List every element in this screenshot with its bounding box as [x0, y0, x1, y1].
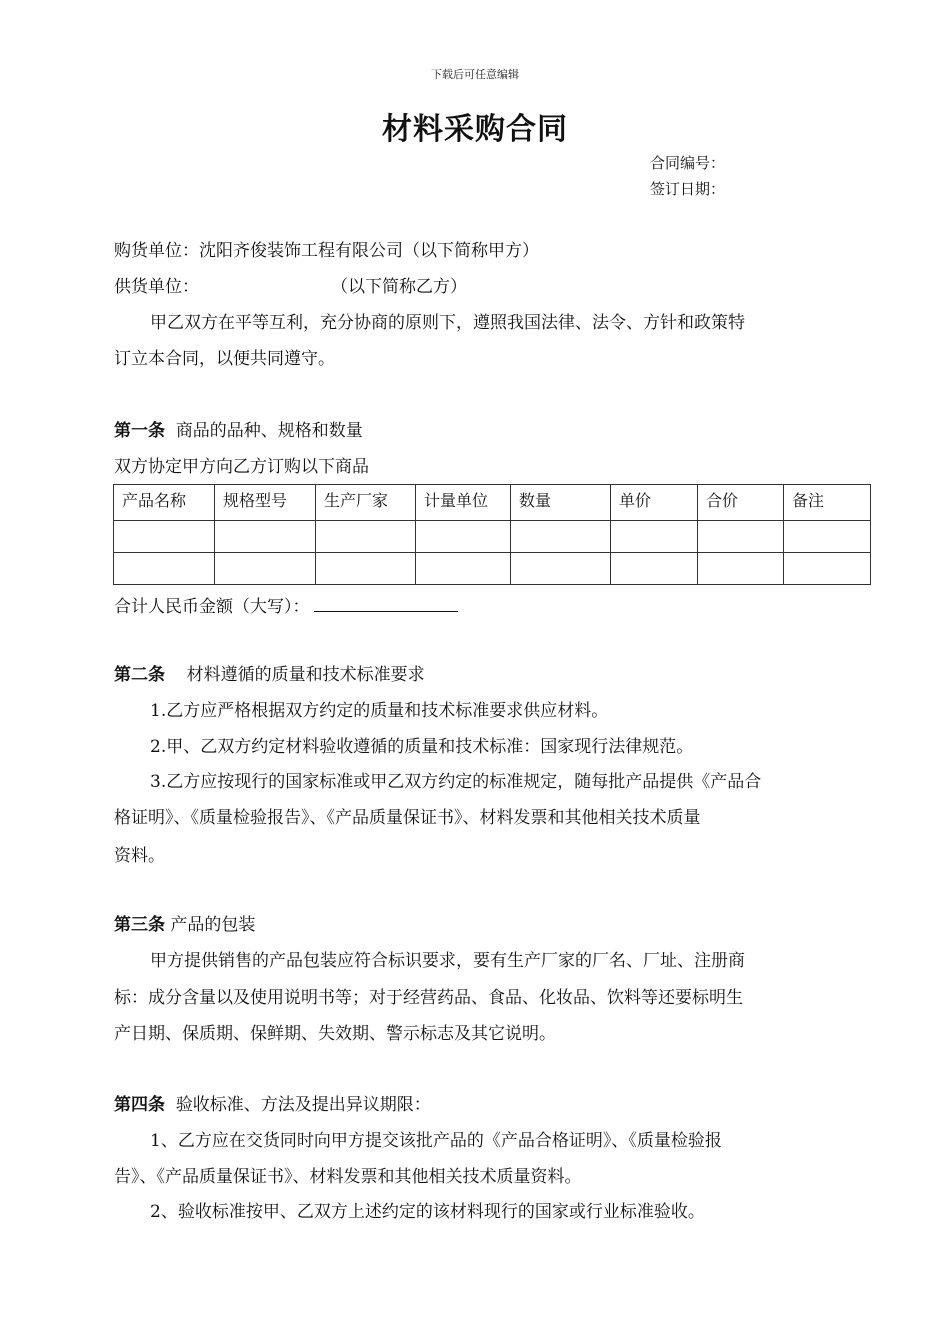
table-row [114, 521, 871, 553]
table-cell [511, 553, 611, 585]
table-header-cell: 数量 [511, 485, 611, 521]
table-header-cell: 规格型号 [215, 485, 316, 521]
article-3-line1: 甲方提供销售的产品包装应符合标识要求，要有生产厂家的厂名、厂址、注册商 [150, 951, 745, 971]
article-4-p1-line1: 1、乙方应在交货同时向甲方提交该批产品的《产品合格证明》、《质量检验报 [150, 1131, 722, 1151]
article-4-p1-line2: 告》、《产品质量保证书》、材料发票和其他相关技术质量资料。 [114, 1167, 582, 1187]
article-1-lead: 双方协定甲方向乙方订购以下商品 [114, 457, 369, 477]
intro-line-1: 甲乙双方在平等互利，充分协商的原则下，遵照我国法律、法令、方针和政策特 [150, 313, 745, 333]
article-2-p3-line2: 格证明》、《质量检验报告》、《产品质量保证书》、材料发票和其他相关技术质量 [114, 808, 701, 828]
table-cell [416, 521, 511, 553]
article-2-p2: 2.甲、乙双方约定材料验收遵循的质量和技术标准：国家现行法律规范。 [150, 737, 694, 757]
goods-table [113, 484, 871, 585]
contract-title: 材料采购合同 [382, 112, 568, 147]
table-cell [316, 553, 416, 585]
buyer-line: 购货单位：沈阳齐俊装饰工程有限公司（以下简称甲方） [114, 241, 539, 261]
article-3-heading [114, 910, 844, 935]
article-3-title: 产品的包装 [170, 915, 256, 935]
table-row [114, 553, 871, 585]
table-cell [698, 553, 784, 585]
table-cell [698, 521, 784, 553]
article-2-number: 第二条 [114, 665, 165, 685]
table-header-cell: 生产厂家 [316, 485, 416, 521]
table-cell [784, 521, 871, 553]
article-4-p2: 2、验收标准按甲、乙双方上述约定的该材料现行的国家或行业标准验收。 [150, 1202, 705, 1222]
article-4-heading [114, 1090, 844, 1115]
article-3-line2: 标：成分含量以及使用说明书等；对于经营药品、食品、化妆品、饮料等还要标明生 [114, 988, 743, 1008]
table-cell [611, 521, 698, 553]
table-header-cell: 产品名称 [114, 485, 215, 521]
article-4-title: 验收标准、方法及提出异议期限： [175, 1095, 431, 1115]
article-1-title: 商品的品种、规格和数量 [175, 421, 363, 441]
article-2-heading [114, 660, 844, 685]
table-cell [215, 553, 316, 585]
table-cell [114, 553, 215, 585]
total-amount-blank [314, 595, 458, 612]
table-cell [511, 521, 611, 553]
supplier-line [114, 272, 844, 297]
table-cell [611, 553, 698, 585]
article-2-p1: 1.乙方应严格根据双方约定的质量和技术标准要求供应材料。 [150, 701, 609, 721]
header-note: 下载后可任意编辑 [431, 68, 519, 81]
supplier-label: 供货单位： [114, 277, 199, 297]
article-2-title: 材料遵循的质量和技术标准要求 [186, 665, 425, 685]
article-1-number: 第一条 [114, 421, 165, 441]
article-4-number: 第四条 [114, 1095, 165, 1115]
intro-line-2: 订立本合同，以便共同遵守。 [114, 349, 335, 369]
table-header-row [114, 485, 871, 521]
table-cell [416, 553, 511, 585]
sign-date-label: 签订日期： [650, 180, 726, 198]
table-cell [316, 521, 416, 553]
table-header-cell: 备注 [784, 485, 871, 521]
table-header-cell: 单价 [611, 485, 698, 521]
table-cell [784, 553, 871, 585]
table-cell [215, 521, 316, 553]
total-amount-label: 合计人民币金额（大写）： [114, 597, 310, 617]
contract-number-label: 合同编号： [650, 154, 726, 172]
table-cell [114, 521, 215, 553]
total-amount-line [114, 592, 844, 617]
table-header-cell: 合价 [698, 485, 784, 521]
table-header-cell: 计量单位 [416, 485, 511, 521]
article-3-number: 第三条 [114, 915, 165, 935]
article-1-heading [114, 416, 844, 441]
article-3-line3: 产日期、保质期、保鲜期、失效期、警示标志及其它说明。 [114, 1024, 556, 1044]
supplier-suffix: （以下简称乙方） [331, 277, 467, 297]
article-2-p3-line1: 3.乙方应按现行的国家标准或甲乙双方约定的标准规定，随每批产品提供《产品合 [150, 772, 762, 792]
article-2-p3-line3: 资料。 [114, 846, 165, 866]
